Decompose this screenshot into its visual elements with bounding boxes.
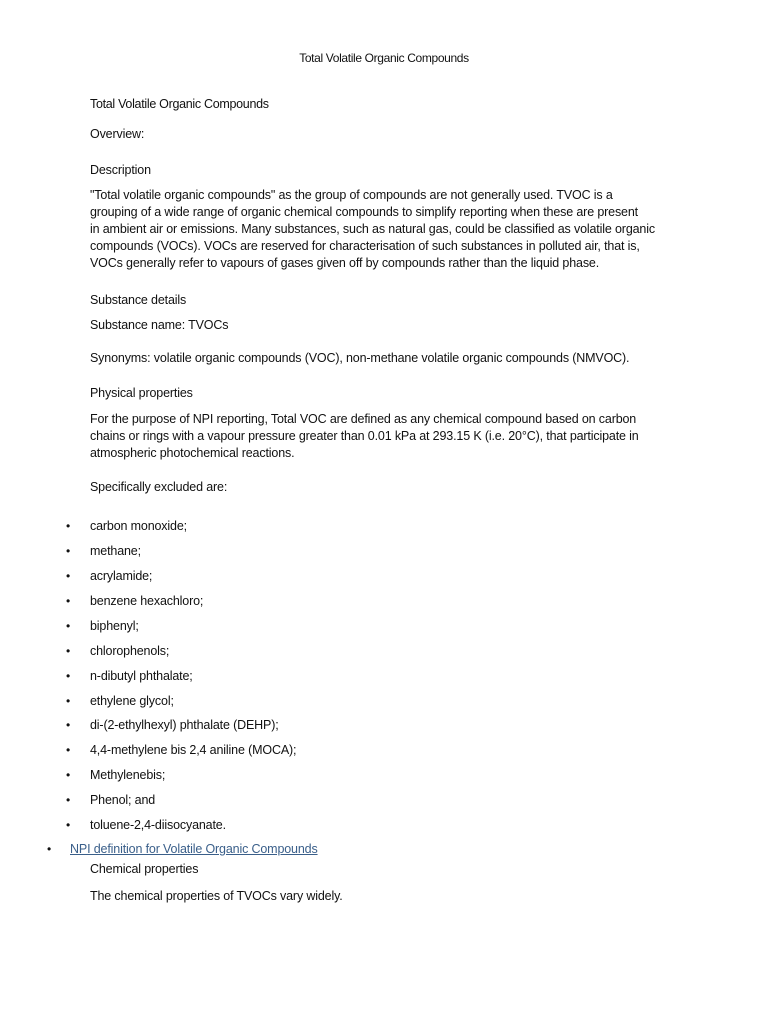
list-item [66, 618, 666, 635]
list-item-text: carbon monoxide; [90, 519, 187, 533]
list-item [66, 767, 666, 784]
bullet-icon: • [66, 669, 71, 683]
list-item [66, 792, 666, 809]
bullet-icon: • [66, 718, 71, 732]
list-item [66, 593, 666, 610]
bullet-icon: • [66, 694, 71, 708]
substance-name: Substance name: TVOCs [90, 318, 229, 332]
npi-definition-link[interactable]: NPI definition for Volatile Organic Compounds [70, 842, 318, 856]
list-item-text: di-(2-ethylhexyl) phthalate (DEHP); [90, 718, 279, 732]
description-line: VOCs generally refer to vapours of gases given off by compounds rather than the liquid phase. [90, 256, 600, 270]
physical-properties-paragraph [90, 411, 650, 462]
bullet-icon: • [47, 842, 52, 856]
list-item [66, 742, 666, 759]
bullet-icon: • [66, 818, 71, 832]
list-item [66, 568, 666, 585]
synonyms-text: Synonyms: volatile organic compounds (VOC), non-methane volatile organic compounds (NMVOC). [90, 351, 630, 365]
bullet-icon: • [66, 519, 71, 533]
description-line: grouping of a wide range of organic chemical compounds to simplify reporting when these are present [90, 205, 638, 219]
chemical-properties-text: The chemical properties of TVOCs vary widely. [90, 889, 343, 903]
list-item [66, 643, 666, 660]
bullet-icon: • [66, 619, 71, 633]
chemical-properties-label: Chemical properties [90, 862, 199, 876]
description-line: "Total volatile organic compounds" as the group of compounds are not generally used. TVOC is a [90, 188, 613, 202]
list-item-text: Phenol; and [90, 793, 156, 807]
physical-properties-line: chains or rings with a vapour pressure greater than 0.01 kPa at 293.15 K (i.e. 20°C), that participate in [90, 429, 639, 443]
list-item [66, 717, 666, 734]
physical-properties-line: atmospheric photochemical reactions. [90, 446, 295, 460]
list-item [66, 668, 666, 685]
physical-properties-label: Physical properties [90, 386, 193, 400]
description-line: in ambient air or emissions. Many substances, such as natural gas, could be classified as volatile organic [90, 222, 655, 236]
list-item [66, 518, 666, 535]
bullet-icon: • [66, 594, 71, 608]
bullet-icon: • [66, 743, 71, 757]
list-item-text: ethylene glycol; [90, 694, 174, 708]
bullet-icon: • [66, 793, 71, 807]
description-line: compounds (VOCs). VOCs are reserved for characterisation of such substances in polluted air, that is, [90, 239, 640, 253]
description-label: Description [90, 163, 151, 177]
list-item-text: benzene hexachloro; [90, 594, 204, 608]
document-heading: Total Volatile Organic Compounds [90, 97, 269, 111]
substance-details-label: Substance details [90, 293, 187, 307]
page-title: Total Volatile Organic Compounds [299, 51, 469, 65]
physical-properties-line: For the purpose of NPI reporting, Total VOC are defined as any chemical compound based on carbon [90, 412, 637, 426]
list-item-text: methane; [90, 544, 141, 558]
description-paragraph [90, 187, 655, 272]
list-item-text: chlorophenols; [90, 644, 170, 658]
bullet-icon: • [66, 768, 71, 782]
list-item [66, 817, 666, 834]
list-item-text: acrylamide; [90, 569, 153, 583]
bullet-icon: • [66, 544, 71, 558]
list-item-text: n-dibutyl phthalate; [90, 669, 193, 683]
list-item [66, 543, 666, 560]
list-item-text: toluene-2,4-diisocyanate. [90, 818, 226, 832]
list-item-text: 4,4-methylene bis 2,4 aniline (MOCA); [90, 743, 297, 757]
overview-label: Overview: [90, 127, 145, 141]
npi-definition-item [47, 841, 447, 858]
list-item-text: biphenyl; [90, 619, 139, 633]
excluded-label: Specifically excluded are: [90, 480, 228, 494]
list-item [66, 693, 666, 710]
bullet-icon: • [66, 644, 71, 658]
list-item-text: Methylenebis; [90, 768, 166, 782]
bullet-icon: • [66, 569, 71, 583]
